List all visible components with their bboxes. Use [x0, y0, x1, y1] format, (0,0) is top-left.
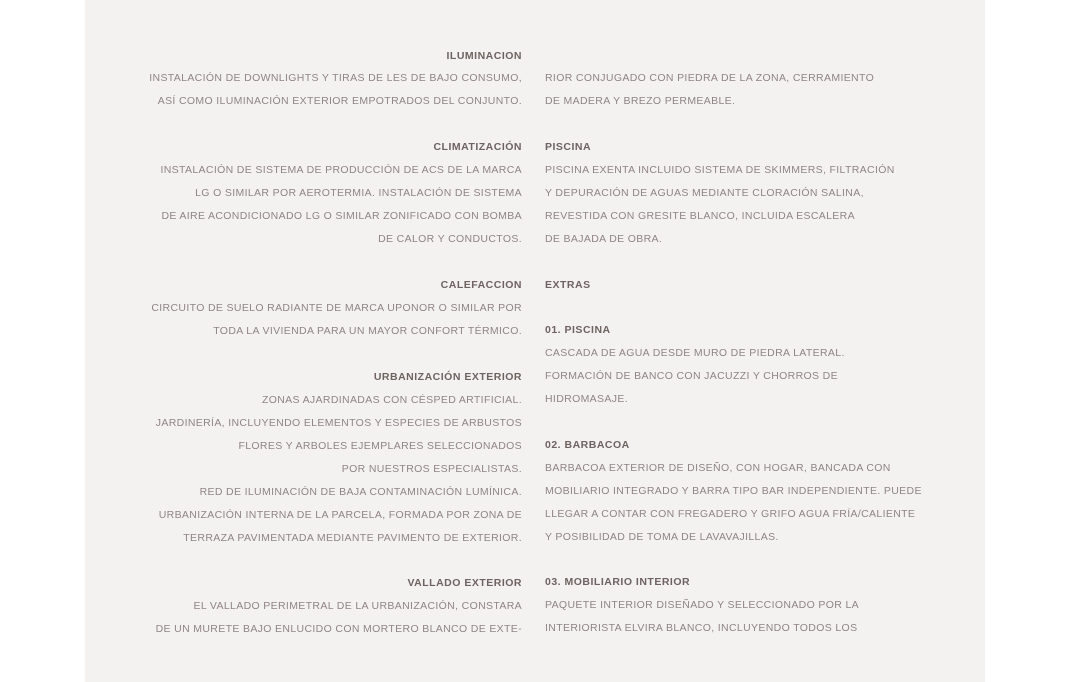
text-line: TERRAZA PAVIMENTADA MEDIANTE PAVIMENTO DE EXTERIOR.	[183, 532, 522, 544]
heading-urbanizacion-exterior: URBANIZACIÓN EXTERIOR	[373, 371, 522, 383]
text-line: MOBILIARIO INTEGRADO Y BARRA TIPO BAR INDEPENDIENTE. PUEDE	[545, 485, 922, 497]
text-line: INSTALACIÓN DE SISTEMA DE PRODUCCIÓN DE ACS DE LA MARCA	[160, 164, 522, 176]
text-line: INTERIORISTA ELVIRA BLANCO, INCLUYENDO TODOS LOS	[545, 622, 858, 634]
heading-extra-mobiliario: 03. MOBILIARIO INTERIOR	[545, 576, 691, 588]
heading-calefaccion: CALEFACCION	[440, 279, 522, 291]
text-line: DE MADERA Y BREZO PERMEABLE.	[545, 95, 736, 107]
text-line: Y POSIBILIDAD DE TOMA DE LAVAVAJILLAS.	[545, 531, 779, 543]
text-line: URBANIZACIÓN INTERNA DE LA PARCELA, FORMADA POR ZONA DE	[158, 509, 522, 521]
text-line: PAQUETE INTERIOR DISEÑADO Y SELECCIONADO POR LA	[545, 599, 860, 611]
heading-extras: EXTRAS	[545, 279, 591, 291]
text-line: LLEGAR A CONTAR CON FREGADERO Y GRIFO AGUA FRÍA/CALIENTE	[545, 508, 916, 520]
heading-iluminacion: ILUMINACION	[446, 50, 522, 62]
heading-piscina: PISCINA	[545, 141, 592, 153]
heading-climatizacion: CLIMATIZACIÓN	[433, 141, 522, 153]
heading-vallado-exterior: VALLADO EXTERIOR	[407, 577, 522, 589]
text-line: CASCADA DE AGUA DESDE MURO DE PIEDRA LATERAL.	[545, 347, 845, 359]
text-line: DE AIRE ACONDICIONADO LG O SIMILAR ZONIFICADO CON BOMBA	[161, 210, 522, 222]
text-line: Y DEPURACIÓN DE AGUAS MEDIANTE CLORACIÓN SALINA,	[545, 187, 864, 199]
text-line: ZONAS AJARDINADAS CON CÉSPED ARTIFICIAL.	[261, 394, 522, 406]
text-line: REVESTIDA CON GRESITE BLANCO, INCLUIDA ESCALERA	[545, 210, 855, 222]
text-line: POR NUESTROS ESPECIALISTAS.	[341, 463, 522, 475]
text-line: EL VALLADO PERIMETRAL DE LA URBANIZACIÓN, CONSTARA	[193, 600, 522, 612]
text-line: DE CALOR Y CONDUCTOS.	[378, 233, 522, 245]
text-line: BARBACOA EXTERIOR DE DISEÑO, CON HOGAR, BANCADA CON	[545, 462, 891, 474]
text-line: JARDINERÍA, INCLUYENDO ELEMENTOS Y ESPECIES DE ARBUSTOS	[155, 417, 522, 429]
text-line: INSTALACIÓN DE DOWNLIGHTS Y TIRAS DE LES DE BAJO CONSUMO,	[149, 72, 522, 84]
text-line: RIOR CONJUGADO CON PIEDRA DE LA ZONA, CERRAMIENTO	[545, 72, 875, 84]
text-line: DE BAJADA DE OBRA.	[545, 233, 663, 245]
text-line: CIRCUITO DE SUELO RADIANTE DE MARCA UPONOR O SIMILAR POR	[151, 302, 522, 314]
text-line: PISCINA EXENTA INCLUIDO SISTEMA DE SKIMMERS, FILTRACIÓN	[545, 164, 895, 176]
text-line: RED DE ILUMINACIÓN DE BAJA CONTAMINACIÓN LUMÍNICA.	[199, 486, 522, 498]
text-line: HIDROMASAJE.	[545, 393, 628, 405]
text-line: TODA LA VIVIENDA PARA UN MAYOR CONFORT TÉRMICO.	[213, 325, 522, 337]
heading-extra-piscina: 01. PISCINA	[545, 324, 611, 336]
text-line: FORMACIÓN DE BANCO CON JACUZZI Y CHORROS DE	[545, 370, 838, 382]
text-line: FLORES Y ARBOLES EJEMPLARES SELECCIONADOS	[238, 440, 522, 452]
text-line: ASÍ COMO ILUMINACIÓN EXTERIOR EMPOTRADOS DEL CONJUNTO.	[157, 95, 522, 107]
text-line: LG O SIMILAR POR AEROTERMIA. INSTALACIÓN DE SISTEMA	[195, 187, 522, 199]
heading-extra-barbacoa: 02. BARBACOA	[545, 439, 630, 451]
text-line: DE UN MURETE BAJO ENLUCIDO CON MORTERO BLANCO DE EXTE-	[155, 623, 522, 635]
